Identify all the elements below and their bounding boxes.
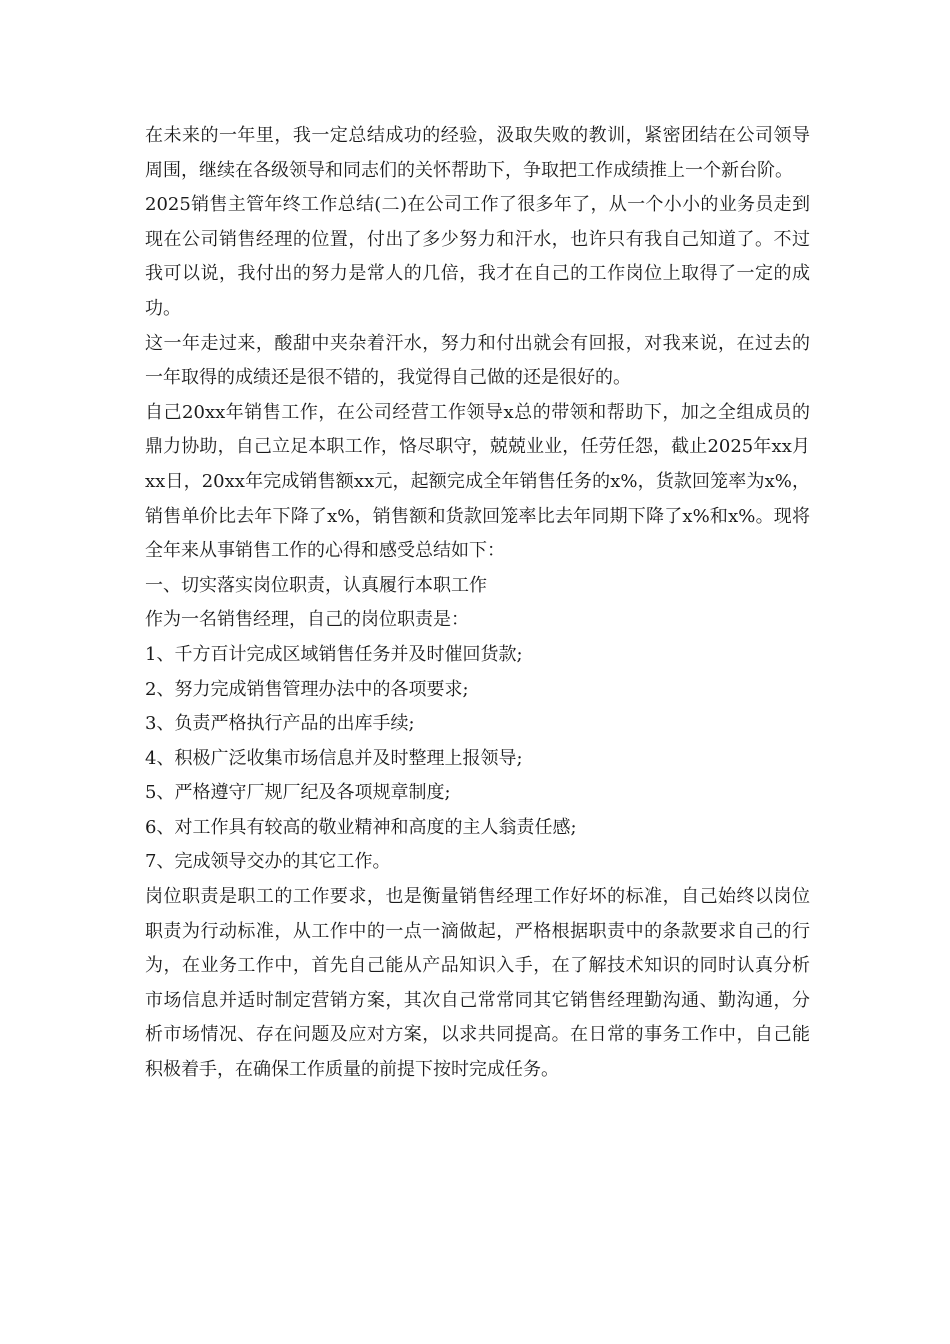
- section-heading-duties: 一、切实落实岗位职责，认真履行本职工作: [145, 574, 487, 596]
- paragraph-sales-results: 自己20xx年销售工作，在公司经营工作领导x总的带领和帮助下，加之全组成员的鼎力协助，自己立足本职工作，恪尽职守，兢兢业业，任劳任怨，截止2025年xx月xx日，20xx年完成销售额xx元，起额完成全年销售任务的x%，货款回笼率为x%，销售单价比去年下降了x%，销售额和货款回笼率比去年同期下降了x%和x%。现将全年来从事销售工作的心得和感受总结如下：: [145, 401, 810, 562]
- paragraph-duty-standards: 岗位职责是职工的工作要求，也是衡量销售经理工作好坏的标准，自己始终以岗位职责为行动标准，从工作中的一点一滴做起，严格根据职责中的条款要求自己的行为，在业务工作中，首先自己能从产品知识入手，在了解技术知识的同时认真分析市场信息并适时制定营销方案，其次自己常常同其它销售经理勤沟通、勤沟通，分析市场情况、存在问题及应对方案，以求共同提高。在日常的事务工作中，自己能积极着手，在确保工作质量的前提下按时完成任务。: [145, 886, 810, 1081]
- list-item-duty-2: 2、努力完成销售管理办法中的各项要求;: [145, 678, 469, 700]
- list-item-duty-1: 1、千方百计完成区域销售任务并及时催回货款;: [145, 643, 523, 665]
- paragraph-summary-intro: 2025销售主管年终工作总结(二)在公司工作了很多年了，从一个小小的业务员走到现在公司销售经理的位置，付出了多少努力和汗水，也许只有我自己知道了。不过我可以说，我付出的努力是常人的几倍，我才在自己的工作岗位上取得了一定的成功。: [145, 194, 810, 319]
- paragraph-duties-intro: 作为一名销售经理，自己的岗位职责是：: [145, 609, 469, 631]
- list-item-duty-4: 4、积极广泛收集市场信息并及时整理上报领导;: [145, 747, 523, 769]
- list-item-duty-3: 3、负责严格执行产品的出库手续;: [145, 713, 415, 735]
- paragraph-year-review: 这一年走过来，酸甜中夹杂着汗水，努力和付出就会有回报，对我来说，在过去的一年取得的成绩还是很不错的，我觉得自己做的还是很好的。: [145, 332, 810, 389]
- list-item-duty-6: 6、对工作具有较高的敬业精神和高度的主人翁责任感;: [145, 816, 577, 838]
- list-item-duty-5: 5、严格遵守厂规厂纪及各项规章制度;: [145, 782, 451, 804]
- document-body: [145, 119, 810, 1088]
- paragraph-future-plan: 在未来的一年里，我一定总结成功的经验，汲取失败的教训，紧密团结在公司领导周围，继续在各级领导和同志们的关怀帮助下，争取把工作成绩推上一个新台阶。: [145, 125, 810, 181]
- list-item-duty-7: 7、完成领导交办的其它工作。: [145, 851, 391, 873]
